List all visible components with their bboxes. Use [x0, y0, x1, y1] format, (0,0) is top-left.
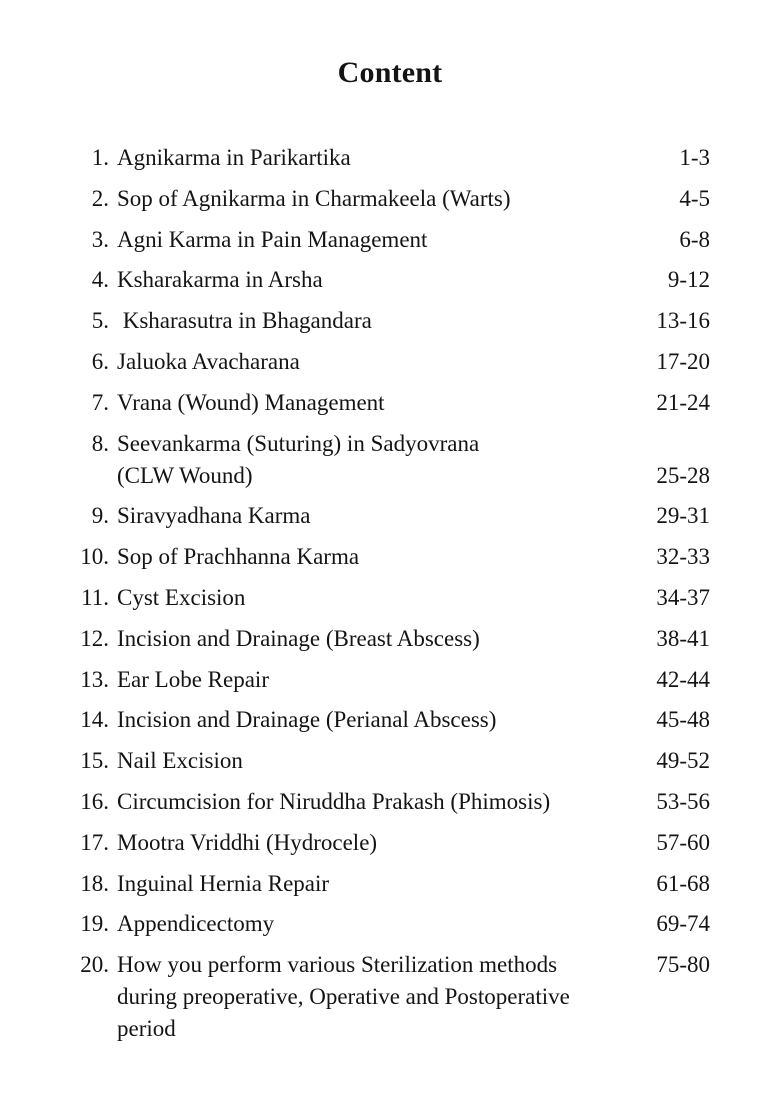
entry-title: Incision and Drainage (Perianal Abscess)	[117, 707, 497, 733]
entry-number: 3.	[91, 226, 109, 252]
entry-pages: 9-12	[667, 267, 710, 293]
entry-number: 7.	[91, 389, 109, 415]
toc-entry	[0, 704, 780, 736]
toc-entry	[0, 305, 780, 337]
entry-pages: 61-68	[656, 870, 710, 896]
toc-entry	[0, 745, 780, 777]
entry-number: 4.	[91, 267, 109, 293]
toc-entry	[0, 786, 780, 818]
entry-pages: 53-56	[656, 788, 710, 814]
entry-title: Sop of Agnikarma in Charmakeela (Warts)	[117, 185, 511, 211]
entry-number: 15.	[80, 748, 109, 774]
entry-pages: 1-3	[679, 145, 710, 170]
entry-title: How you perform various Sterilization methods during preoperative, Operative and Postoperative period	[117, 952, 570, 1042]
entry-pages: 57-60	[656, 829, 710, 855]
entry-number: 18.	[80, 870, 109, 896]
entry-number: 16.	[80, 788, 109, 814]
entry-pages: 34-37	[656, 584, 710, 610]
entry-title: Incision and Drainage (Breast Abscess)	[117, 625, 480, 651]
entry-title: Ear Lobe Repair	[117, 666, 269, 692]
entry-title: Circumcision for Niruddha Prakash (Phimosis)	[117, 788, 551, 814]
entry-pages: 17-20	[656, 348, 710, 374]
entry-pages: 6-8	[679, 226, 710, 252]
toc-entry	[0, 623, 780, 655]
toc-entry	[0, 868, 780, 900]
entry-title: Jaluoka Avacharana	[117, 348, 300, 374]
entry-title: Mootra Vriddhi (Hydrocele)	[117, 829, 378, 855]
entry-number: 14.	[80, 707, 109, 733]
toc-entry	[0, 908, 780, 940]
entry-title: Sop of Prachhanna Karma	[117, 544, 360, 570]
entry-pages: 13-16	[656, 308, 710, 334]
entry-number: 17.	[80, 829, 109, 855]
toc-entry	[0, 541, 780, 573]
entry-pages: 38-41	[656, 625, 710, 651]
entry-title: Agni Karma in Pain Management	[117, 226, 428, 252]
toc-entry	[0, 664, 780, 696]
entry-title: Ksharasutra in Bhagandara	[117, 308, 372, 334]
toc-entry	[0, 582, 780, 614]
entry-title: Nail Excision	[117, 748, 243, 774]
entry-title: Appendicectomy	[117, 911, 275, 937]
entry-number: 11.	[81, 584, 109, 610]
entry-number: 2.	[91, 185, 109, 211]
entry-pages: 75-80	[656, 952, 710, 978]
entry-title: Agnikarma in Parikartika	[117, 145, 351, 170]
toc-entry	[0, 827, 780, 859]
entry-number: 8.	[91, 430, 109, 456]
table-of-contents	[0, 142, 780, 1054]
entry-title: Siravyadhana Karma	[117, 503, 311, 529]
page-title: Content	[337, 56, 443, 89]
entry-number: 1.	[91, 145, 109, 170]
entry-title: Vrana (Wound) Management	[117, 389, 385, 415]
entry-pages: 42-44	[656, 666, 710, 692]
entry-number: 13.	[80, 666, 109, 692]
entry-number: 6.	[91, 348, 109, 374]
toc-entry	[0, 264, 780, 296]
entry-pages: 69-74	[656, 911, 710, 937]
toc-entry	[0, 142, 780, 174]
entry-pages: 32-33	[656, 544, 710, 570]
entry-pages: 29-31	[656, 503, 710, 529]
entry-title: Ksharakarma in Arsha	[117, 267, 323, 293]
entry-number: 12.	[80, 625, 109, 651]
entry-number: 20.	[80, 952, 109, 978]
entry-pages: 45-48	[656, 707, 710, 733]
entry-number: 19.	[80, 911, 109, 937]
toc-entry	[0, 224, 780, 256]
entry-title: Inguinal Hernia Repair	[117, 870, 330, 896]
entry-title: Seevankarma (Suturing) in Sadyovrana (CLW Wound)	[117, 430, 480, 488]
entry-pages: 49-52	[656, 748, 710, 774]
toc-entry	[0, 346, 780, 378]
toc-entry	[0, 500, 780, 532]
entry-number: 10.	[80, 544, 109, 570]
toc-entry	[0, 428, 780, 492]
toc-entry	[0, 387, 780, 419]
entry-number: 9.	[91, 503, 109, 529]
entry-pages: 21-24	[656, 389, 710, 415]
entry-title: Cyst Excision	[117, 584, 246, 610]
toc-entry	[0, 183, 780, 215]
entry-number: 5.	[91, 308, 109, 334]
entry-pages: 4-5	[679, 185, 710, 211]
toc-entry	[0, 949, 780, 1045]
entry-pages: 25-28	[656, 462, 710, 488]
